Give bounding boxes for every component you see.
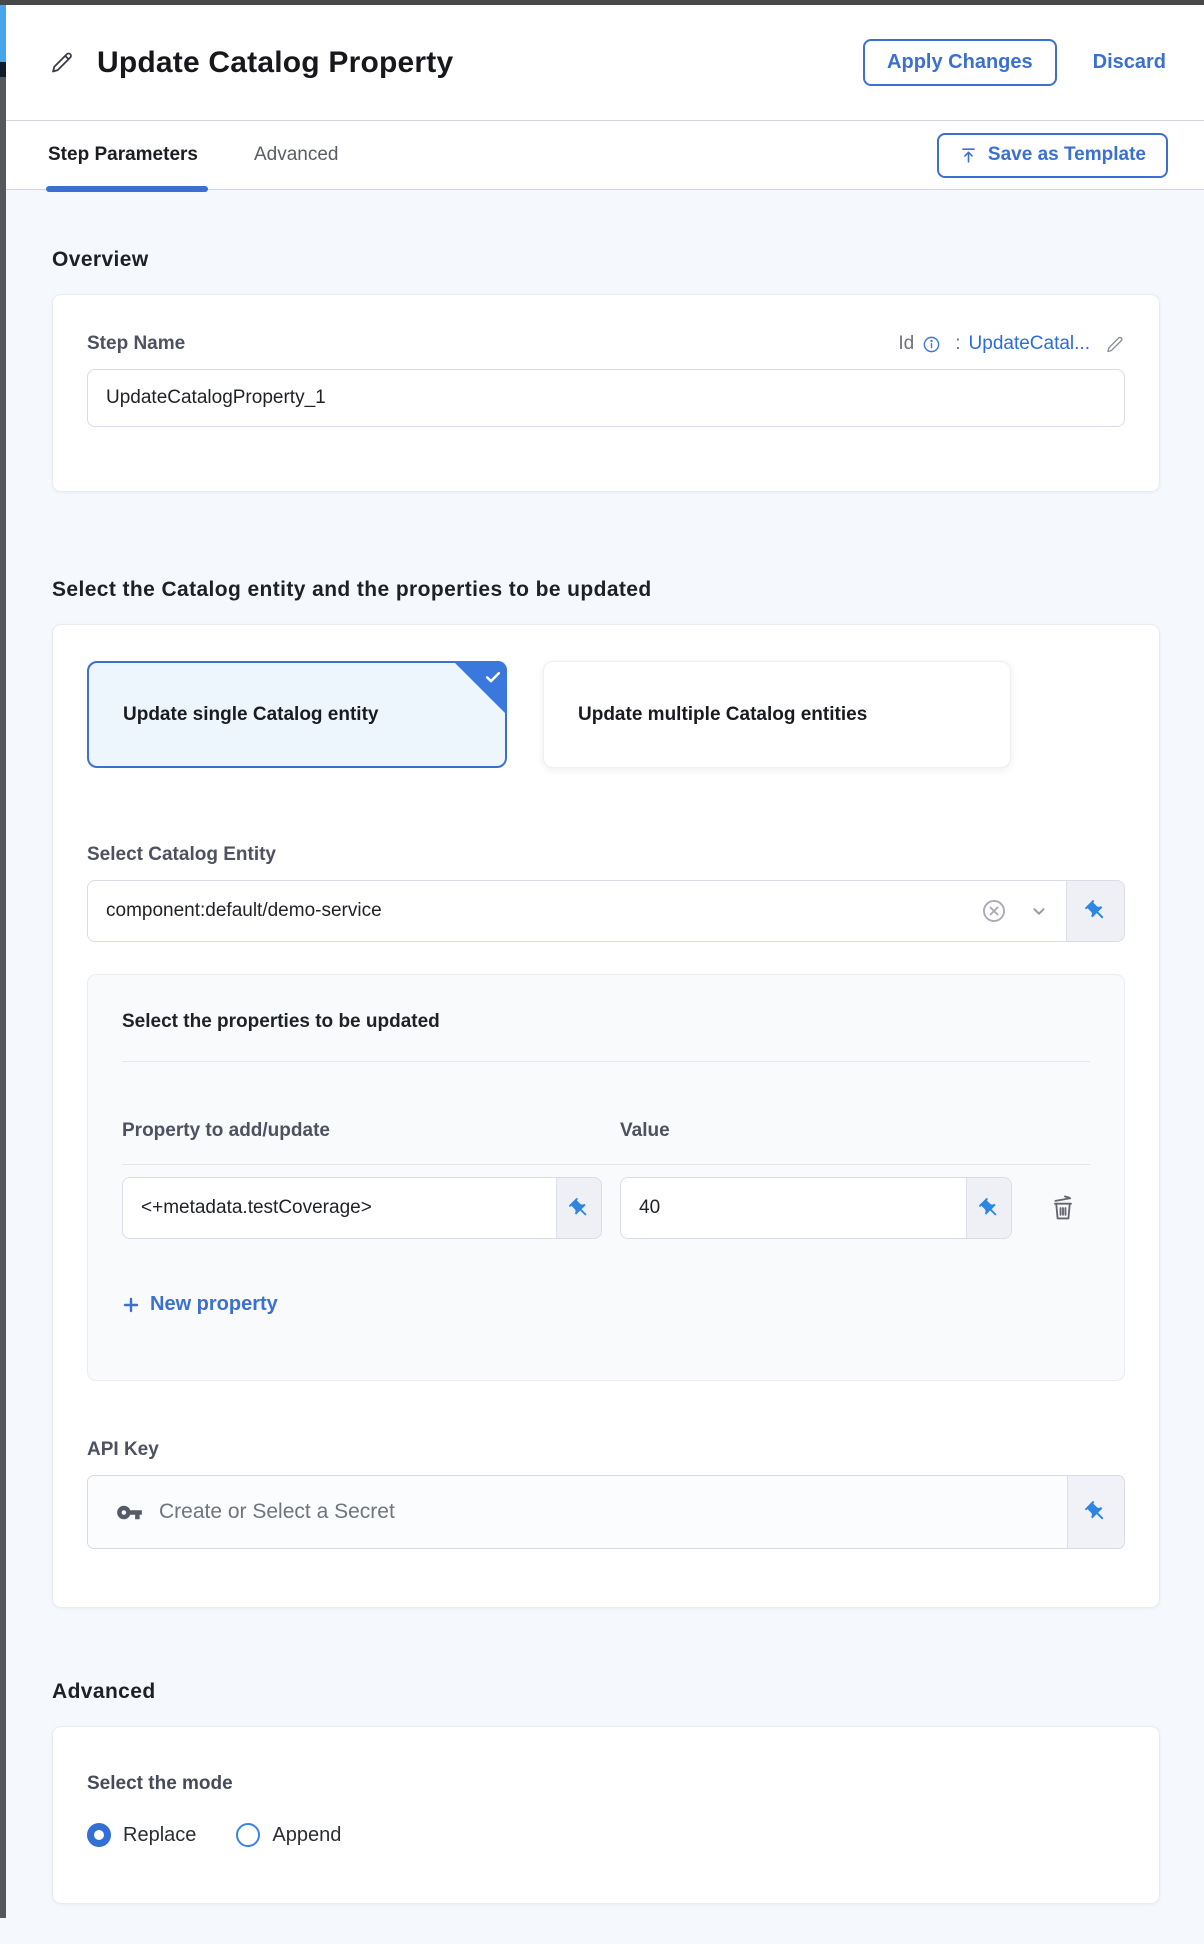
properties-panel — [87, 974, 1125, 1381]
mode-card — [52, 1726, 1160, 1904]
properties-heading: Select the properties to be updated — [122, 1011, 440, 1032]
property-value-input-area[interactable] — [621, 1178, 967, 1238]
new-property-button[interactable] — [122, 1293, 278, 1316]
step-name-label: Step Name — [87, 333, 186, 354]
api-key-label: API Key — [87, 1439, 159, 1460]
entity-section-heading: Select the Catalog entity and the properties to be updated — [52, 578, 652, 601]
pin-icon — [1084, 899, 1108, 923]
clear-selection-icon[interactable] — [980, 897, 1008, 925]
select-entity-value: component:default/demo-service — [106, 900, 382, 921]
column-property-header: Property to add/update — [122, 1120, 330, 1141]
overview-card — [52, 294, 1160, 492]
step-name-input[interactable] — [87, 369, 1125, 427]
property-row — [122, 1177, 1090, 1239]
new-property-label: New property — [150, 1293, 278, 1315]
key-icon — [116, 1499, 143, 1526]
api-key-secret-selector[interactable] — [88, 1476, 1067, 1548]
api-key-pin-button[interactable] — [1067, 1476, 1124, 1548]
tab-step-parameters[interactable]: Step Parameters — [48, 121, 198, 189]
pin-icon — [1084, 1500, 1108, 1524]
tab-advanced[interactable]: Advanced — [253, 144, 339, 165]
advanced-section-heading: Advanced — [52, 1680, 156, 1703]
plus-icon — [122, 1296, 140, 1314]
step-id-row — [898, 333, 1125, 355]
property-value: 40 — [639, 1197, 661, 1218]
apply-changes-button[interactable]: Apply Changes — [863, 39, 1057, 86]
properties-header-divider — [122, 1164, 1090, 1165]
save-as-template-button[interactable] — [937, 133, 1168, 178]
properties-column-headers — [122, 1120, 1090, 1142]
edit-pencil-icon[interactable] — [48, 49, 75, 76]
radio-replace-label: Replace — [123, 1823, 197, 1846]
trash-icon — [1048, 1192, 1078, 1224]
info-icon[interactable] — [922, 335, 941, 354]
left-strip-navy-segment — [0, 62, 6, 77]
option-update-single-entity[interactable] — [87, 661, 507, 768]
background-left-strip — [0, 5, 6, 1918]
option-single-label: Update single Catalog entity — [123, 703, 379, 725]
property-key-value: <+metadata.testCoverage> — [141, 1197, 372, 1218]
id-label: Id — [898, 333, 915, 354]
save-as-template-label: Save as Template — [987, 144, 1146, 165]
pin-icon — [978, 1197, 1001, 1220]
radio-selected-icon — [87, 1823, 111, 1847]
radio-unselected-icon — [236, 1823, 260, 1847]
api-key-secret-field[interactable] — [87, 1475, 1125, 1549]
drawer-header — [6, 5, 1204, 121]
select-entity-combobox[interactable] — [87, 880, 1125, 942]
pin-icon — [568, 1197, 591, 1220]
entity-mode-options — [87, 661, 1125, 768]
column-value-header: Value — [620, 1120, 670, 1141]
entity-card — [52, 624, 1160, 1608]
discard-button[interactable]: Discard — [1092, 51, 1166, 73]
left-strip-gray-segment — [0, 77, 6, 1918]
property-value-input-group — [620, 1177, 1012, 1239]
chevron-down-icon[interactable] — [1028, 900, 1050, 922]
id-colon: : — [955, 333, 961, 354]
tab-bar — [6, 121, 1204, 190]
radio-append-label: Append — [272, 1823, 342, 1846]
api-key-placeholder: Create or Select a Secret — [159, 1500, 395, 1523]
step-id-value-link[interactable]: UpdateCatal... — [968, 333, 1090, 354]
selected-check-corner — [453, 661, 507, 715]
select-entity-icons — [980, 897, 1050, 925]
edit-id-pencil-icon[interactable] — [1104, 334, 1125, 355]
property-key-input-area[interactable] — [123, 1178, 557, 1238]
property-value-pin-button[interactable] — [967, 1178, 1011, 1238]
step-config-drawer — [6, 5, 1204, 1944]
property-key-input-group — [122, 1177, 602, 1239]
check-icon — [483, 667, 503, 687]
browser-top-bar — [0, 0, 1204, 5]
select-entity-value-area[interactable] — [88, 881, 1067, 941]
delete-property-button[interactable] — [1048, 1192, 1078, 1224]
properties-divider — [122, 1061, 1090, 1062]
radio-replace[interactable] — [87, 1823, 196, 1847]
step-parameters-content — [6, 190, 1204, 1944]
upload-icon — [959, 146, 978, 165]
option-multiple-label: Update multiple Catalog entities — [578, 703, 868, 725]
property-key-pin-button[interactable] — [557, 1178, 601, 1238]
select-entity-label: Select Catalog Entity — [87, 844, 276, 865]
drawer-title-group — [48, 46, 863, 80]
select-mode-label: Select the mode — [87, 1773, 233, 1794]
left-strip-blue-segment — [0, 5, 6, 62]
overview-heading: Overview — [52, 248, 149, 271]
page-title: Update Catalog Property — [97, 45, 454, 79]
entity-input-type-pin-button[interactable] — [1067, 881, 1124, 941]
step-name-label-row — [87, 333, 1125, 355]
option-update-multiple-entities[interactable] — [543, 661, 1011, 768]
mode-radio-group — [87, 1823, 1125, 1847]
radio-append[interactable] — [236, 1823, 341, 1847]
